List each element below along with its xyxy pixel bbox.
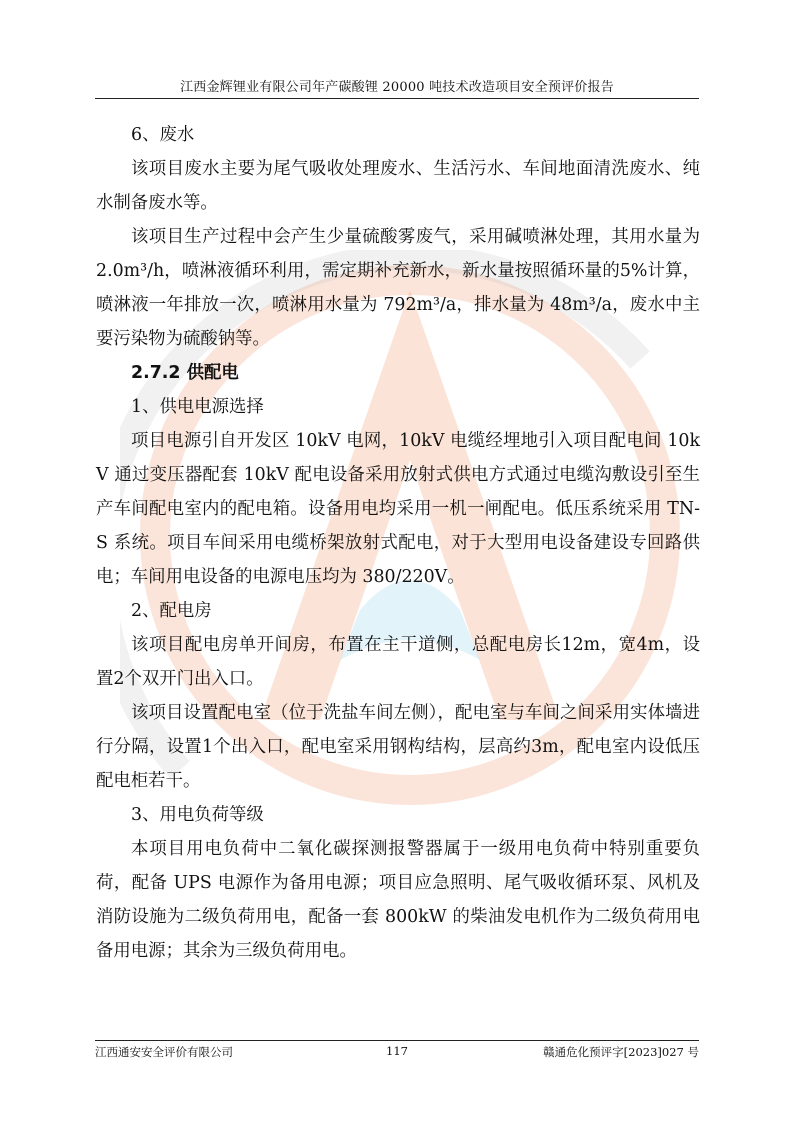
paragraph-load-class: 本项目用电负荷中二氧化碳探测报警器属于一级用电负荷中特别重要负荷，配备 UPS 电源作为备用电源；项目应急照明、尾气吸收循环泵、风机及消防设施为二级负荷用电，配备一套 800kW 的柴油发电机作为二级负荷用电备用电源；其余为三级负荷用电。 <box>96 839 700 961</box>
footer-report-number: 赣通危化预评字[2023]027 号 <box>543 1045 699 1059</box>
paragraph-switch-room: 该项目设置配电室（位于洗盐车间左侧），配电室与车间之间采用实体墙进行分隔，设置1个出入口，配电室采用钢构结构，层高约3m，配电室内设低压配电柜若干。 <box>96 703 700 791</box>
header-rule <box>95 98 699 99</box>
item-heading-distribution-room: 2、配电房 <box>131 601 212 621</box>
paragraph-distribution-room: 该项目配电房单开间房，布置在主干道侧，总配电房长12m，宽4m，设置2个双开门出入口。 <box>96 635 700 689</box>
item-heading-load-class: 3、用电负荷等级 <box>131 805 264 825</box>
body-content <box>96 118 700 968</box>
running-header: 江西金辉锂业有限公司年产碳酸锂 20000 吨技术改造项目安全预评价报告 <box>180 80 614 95</box>
item-heading-wastewater: 6、废水 <box>131 125 195 145</box>
paragraph-spray-water: 该项目生产过程中会产生少量硫酸雾废气，采用碱喷淋处理，其用水量为 2.0m³/h，喷淋液循环利用，需定期补充新水，新水量按照循环量的5%计算，喷淋液一年排放一次，喷淋用水量为 792m³/a，排水量为 48m³/a，废水中主要污染物为硫酸钠等。 <box>96 227 700 349</box>
paragraph-wastewater-types: 该项目废水主要为尾气吸收处理废水、生活污水、车间地面清洗废水、纯水制备废水等。 <box>96 159 700 213</box>
footer-rule <box>95 1040 699 1041</box>
footer-company: 江西通安安全评价有限公司 <box>95 1045 233 1059</box>
item-heading-power-source: 1、供电电源选择 <box>131 397 264 417</box>
section-heading-power-supply: 2.7.2 供配电 <box>131 363 239 383</box>
page-number: 117 <box>386 1044 408 1058</box>
paragraph-power-source: 项目电源引自开发区 10kV 电网，10kV 电缆经埋地引入项目配电间 10kV 通过变压器配套 10kV 配电设备采用放射式供电方式通过电缆沟敷设引至生产车间配电室内的配电箱。设备用电均采用一机一闸配电。低压系统采用 TN-S 系统。项目车间采用电缆桥架放射式配电，对于大型用电设备建设专回路供电；车间用电设备的电源电压均为 380/220V。 <box>96 431 700 587</box>
